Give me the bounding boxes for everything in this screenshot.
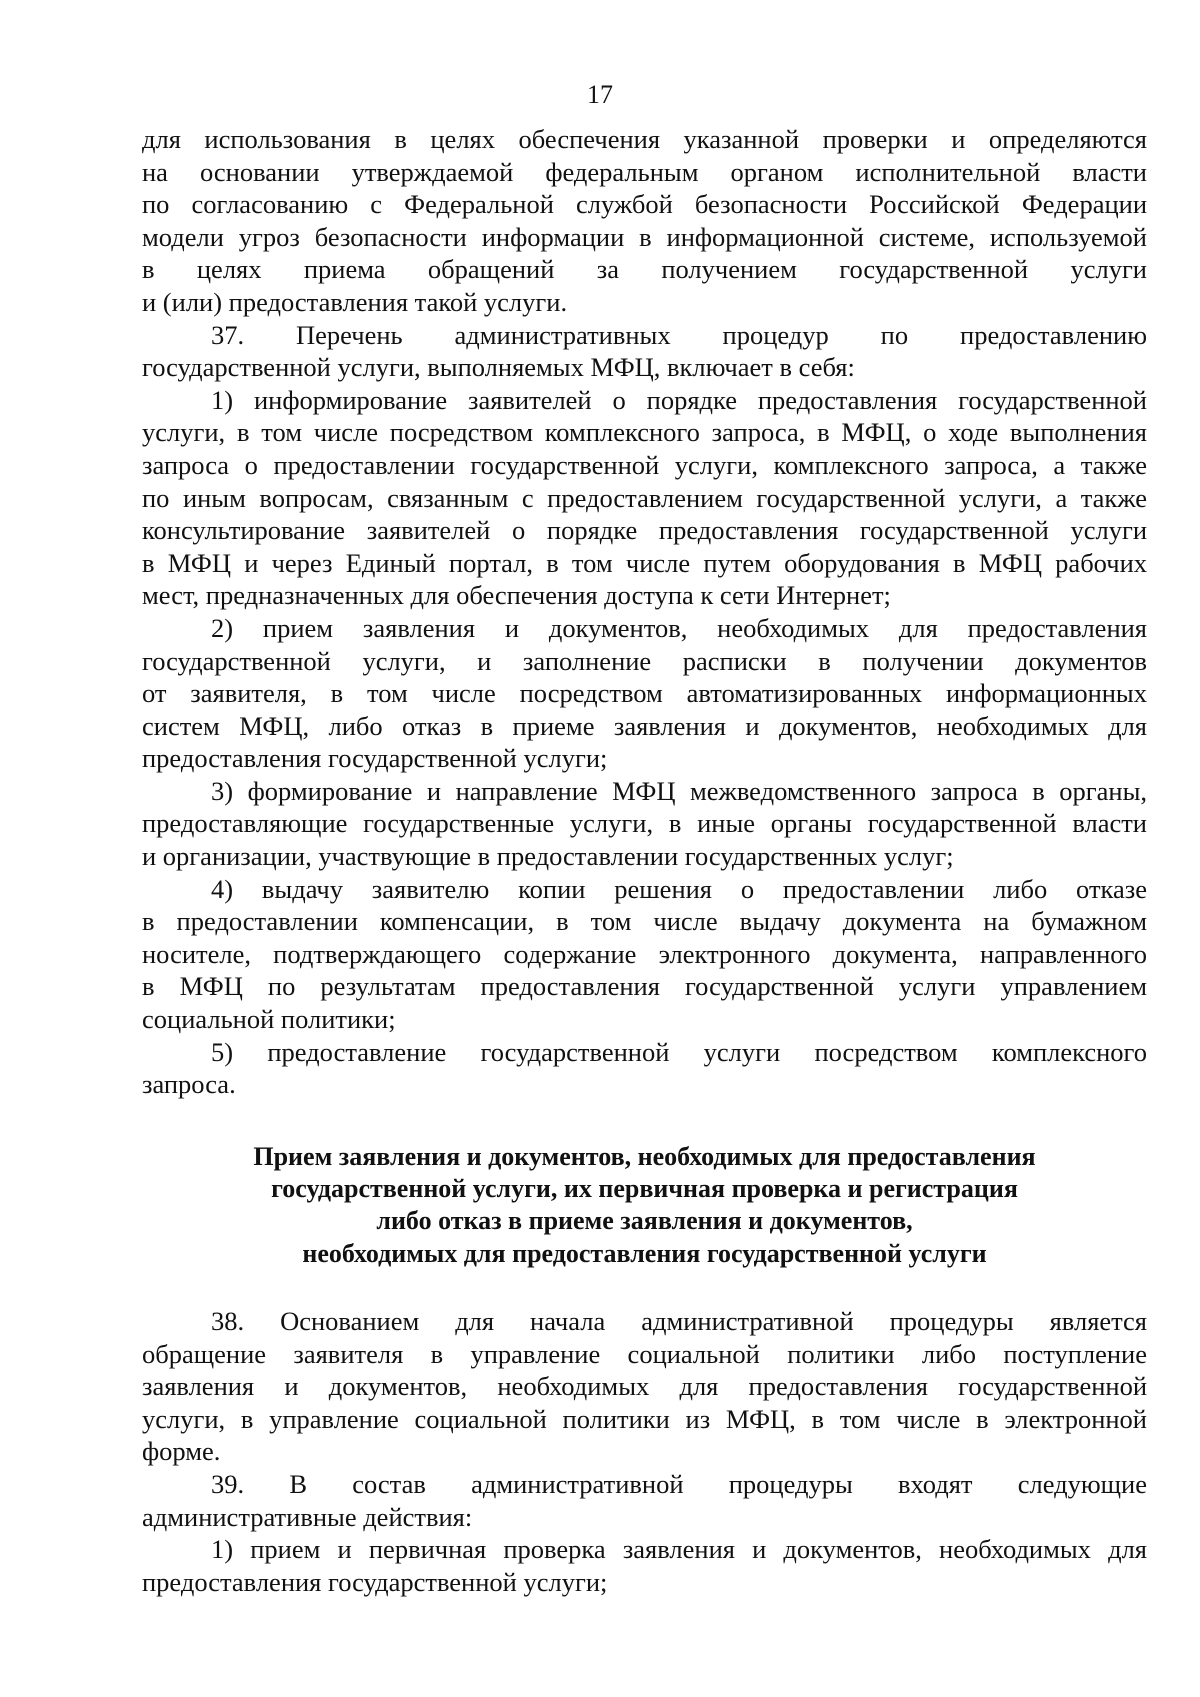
text-line: государственной услуги, выполняемых МФЦ, включает в себя: [142,352,855,383]
list-item-2-start: 2) прием заявления и документов, необходимых для предоставления [211,612,1147,643]
paragraph-39-start: 39. В состав административной процедуры входят следующие [211,1468,1147,1499]
text-line: и (или) предоставления такой услуги. [142,286,568,317]
text-line: форме. [142,1436,221,1467]
text-line: для использования в целях обеспечения указанной проверки и определяются [142,124,1147,154]
list-item-1-start: 1) информирование заявителей о порядке предоставления государственной [211,384,1147,415]
body-text-lower [142,1305,1147,1598]
text-line: модели угроз безопасности информации в информационной системе, используемой [142,221,1147,252]
list-item-1-start: 1) прием и первичная проверка заявления и документов, необходимых для [211,1534,1147,1565]
paragraph-38-start: 38. Основанием для начала административной процедуры является [211,1306,1147,1336]
text-line: государственной услуги, и заполнение расписки в получении документов [142,645,1147,676]
text-line: предоставления государственной услуги; [142,743,608,774]
text-line: в предоставлении компенсации, в том числе выдачу документа на бумажном [142,906,1147,937]
section-heading [142,1141,1147,1270]
text-line: носителе, подтверждающего содержание электронного документа, направленного [142,938,1147,969]
text-line: услуги, в управление социальной политики из МФЦ, в том числе в электронной [142,1403,1147,1434]
text-line: и организации, участвующие в предоставлении государственных услуг; [142,841,954,872]
heading-line: Прием заявления и документов, необходимых для предоставления [253,1142,1036,1171]
text-line: социальной политики; [142,1004,396,1035]
text-line: обращение заявителя в управление социальной политики либо поступление [142,1338,1147,1369]
heading-line: либо отказ в приеме заявления и документов, [376,1206,913,1236]
text-line: систем МФЦ, либо отказ в приеме заявления и документов, необходимых для [142,710,1147,741]
text-line: в целях приема обращений за получением государственной услуги [142,254,1147,285]
text-line: консультирование заявителей о порядке предоставления государственной услуги [142,515,1147,546]
text-line: в МФЦ по результатам предоставления государственной услуги управлением [142,971,1147,1002]
text-line: мест, предназначенных для обеспечения доступа к сети Интернет; [142,580,891,611]
text-line: в МФЦ и через Единый портал, в том числе путем оборудования в МФЦ рабочих [142,547,1147,578]
text-line: на основании утверждаемой федеральным органом исполнительной власти [142,156,1147,187]
body-text-upper [142,123,1147,1101]
page-number: 17 [587,80,613,109]
paragraph-37-start: 37. Перечень административных процедур по предоставлению [211,319,1147,350]
list-item-3-start: 3) формирование и направление МФЦ межведомственного запроса в органы, [211,775,1147,806]
text-line: предоставления государственной услуги; [142,1566,608,1597]
text-line: от заявителя, в том числе посредством автоматизированных информационных [142,678,1147,709]
text-line: предоставляющие государственные услуги, в иные органы государственной власти [142,808,1147,839]
heading-line: необходимых для предоставления государственной услуги [302,1238,987,1268]
text-line: административные действия: [142,1501,473,1532]
text-line: запроса. [142,1069,236,1100]
list-item-4-start: 4) выдачу заявителю копии решения о предоставлении либо отказе [211,873,1147,904]
text-line: услуги, в том числе посредством комплексного запроса, в МФЦ, о ходе выполнения [142,417,1147,448]
text-line: заявления и документов, необходимых для предоставления государственной [142,1371,1147,1402]
heading-line: государственной услуги, их первичная проверка и регистрация [271,1174,1018,1204]
text-line: по согласованию с Федеральной службой безопасности Российской Федерации [142,189,1147,220]
text-line: запроса о предоставлении государственной услуги, комплексного запроса, а также [142,449,1147,480]
list-item-5-start: 5) предоставление государственной услуги посредством комплексного [211,1036,1147,1067]
text-line: по иным вопросам, связанным с предоставлением государственной услуги, а также [142,482,1147,513]
